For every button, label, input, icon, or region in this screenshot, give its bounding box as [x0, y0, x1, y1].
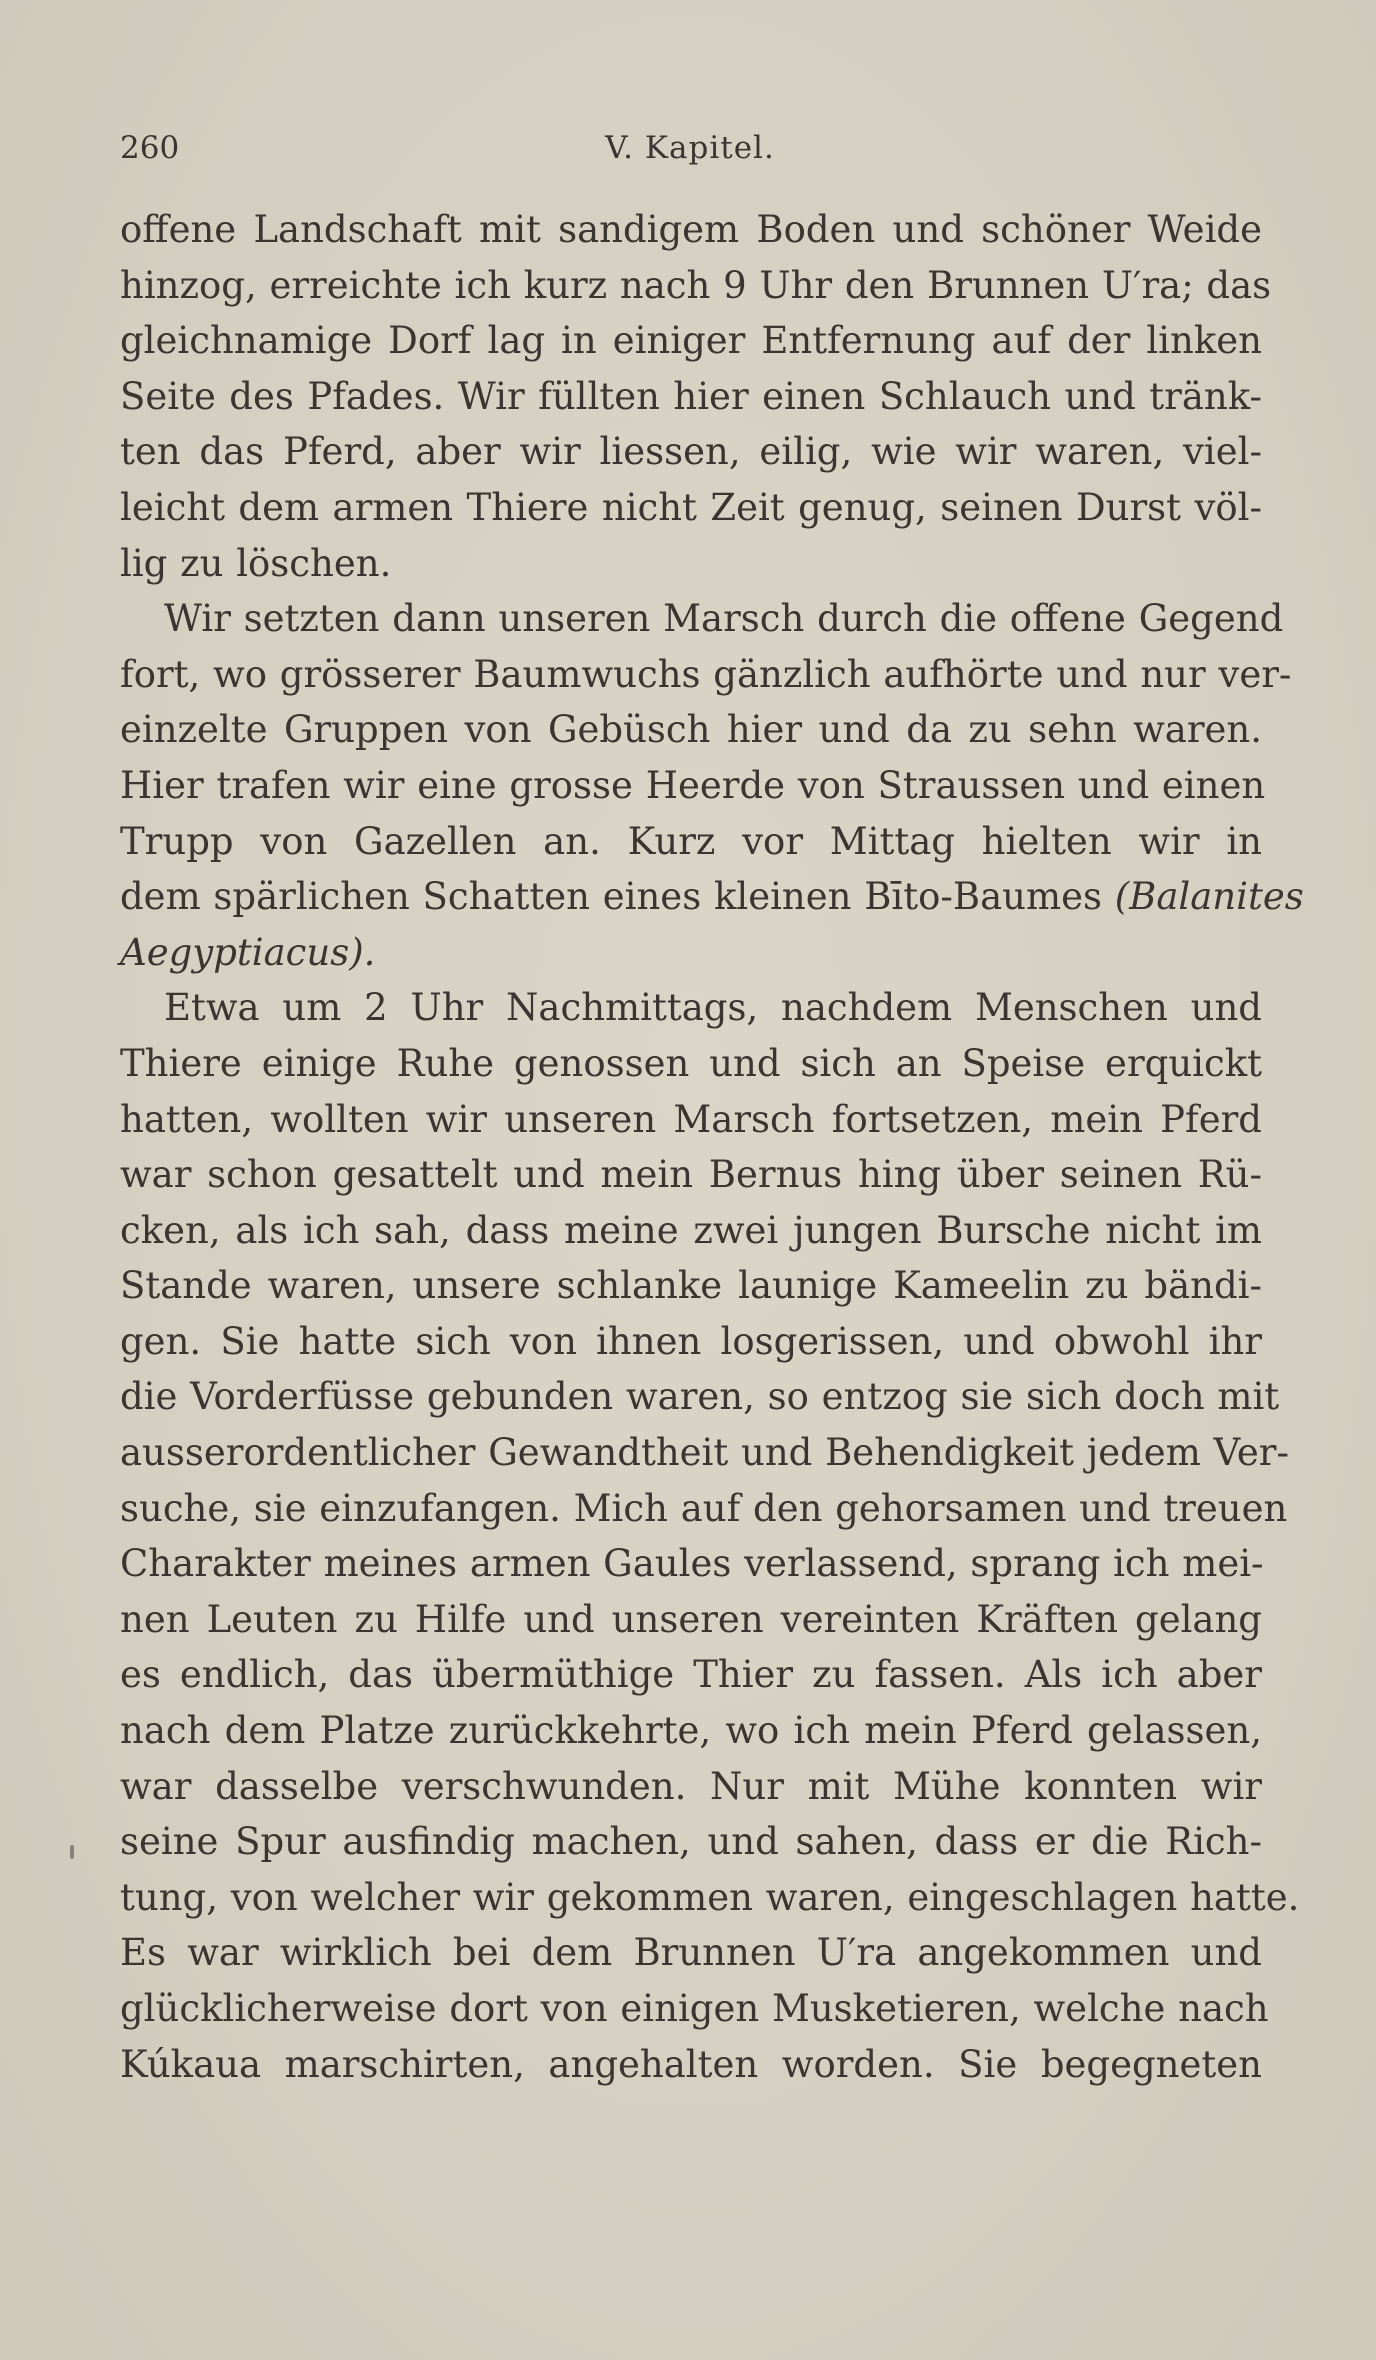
text-line: cken, als ich sah, dass meine zwei jungen Bursche nicht im — [120, 1208, 1262, 1252]
paragraph-start-line: Wir setzten dann unseren Marsch durch die offene Gegend — [164, 597, 1284, 641]
text-line: Thiere einige Ruhe genossen und sich an Speise erquickt — [120, 1041, 1262, 1085]
text-line: nach dem Platze zurückkehrte, wo ich mein Pferd gelassen, — [120, 1709, 1262, 1753]
italic-species-name: (Balanites — [1114, 875, 1304, 919]
text-line: war schon gesattelt und mein Bernus hing über seinen Rü- — [120, 1153, 1262, 1197]
text-line: Charakter meines armen Gaules verlassend, sprang ich mei- — [120, 1542, 1264, 1586]
text-line: offene Landschaft mit sandigem Boden und schöner Weide — [120, 208, 1262, 251]
text-line: einzelte Gruppen von Gebüsch hier und da zu sehn waren. — [120, 708, 1262, 752]
text-line: Es war wirklich bei dem Brunnen U′ra angekommen und — [120, 1931, 1262, 1975]
margin-mark — [70, 1845, 74, 1859]
text-segment: dem spärlichen Schatten eines kleinen Bīto-Baumes — [120, 875, 1102, 919]
text-line: ausserordentlicher Gewandtheit und Behendigkeit jedem Ver- — [120, 1431, 1289, 1475]
paragraph-start-line: Etwa um 2 Uhr Nachmittags, nachdem Menschen und — [164, 986, 1262, 1030]
running-head: V. Kapitel. — [605, 130, 775, 166]
text-line: lig zu löschen. — [120, 541, 392, 585]
text-line: fort, wo grösserer Baumwuchs gänzlich aufhörte und nur ver- — [120, 652, 1292, 696]
text-line: tung, von welcher wir gekommen waren, eingeschlagen hatte. — [120, 1875, 1300, 1919]
text-line: Stande waren, unsere schlanke launige Kameelin zu bändi- — [120, 1264, 1262, 1308]
text-line: glücklicherweise dort von einigen Musketieren, welche nach — [120, 1987, 1269, 2030]
text-line: war dasselbe verschwunden. Nur mit Mühe konnten wir — [120, 1764, 1262, 1808]
text-line — [120, 869, 1304, 925]
page-header — [120, 128, 1260, 168]
text-line: gleichnamige Dorf lag in einiger Entfernung auf der linken — [120, 319, 1262, 363]
page-number: 260 — [120, 130, 180, 166]
text-line: hinzog, erreichte ich kurz nach 9 Uhr den Brunnen U′ra; das — [120, 263, 1272, 307]
text-line: es endlich, das übermüthige Thier zu fassen. Als ich aber — [120, 1653, 1262, 1697]
italic-species-name-line: Aegyptiacus). — [120, 930, 376, 974]
text-line: nen Leuten zu Hilfe und unseren vereinten Kräften gelang — [120, 1597, 1262, 1641]
text-line: die Vorderfüsse gebunden waren, so entzog sie sich doch mit — [120, 1375, 1280, 1419]
text-line: Hier trafen wir eine grosse Heerde von Straussen und einen — [120, 763, 1266, 807]
text-line: Kúkaua marschirten, angehalten worden. Sie begegneten — [120, 2042, 1262, 2086]
text-line: seine Spur ausfindig machen, und sahen, dass er die Rich- — [120, 1820, 1262, 1864]
text-line: leicht dem armen Thiere nicht Zeit genug, seinen Durst völ- — [120, 485, 1262, 529]
text-line: gen. Sie hatte sich von ihnen losgerissen, und obwohl ihr — [120, 1319, 1262, 1363]
text-line: Trupp von Gazellen an. Kurz vor Mittag hielten wir in — [120, 819, 1262, 863]
text-line: ten das Pferd, aber wir liessen, eilig, wie wir waren, viel- — [120, 430, 1262, 474]
text-line: suche, sie einzufangen. Mich auf den gehorsamen und treuen — [120, 1486, 1288, 1530]
body-text — [120, 202, 1304, 2092]
text-line: hatten, wollten wir unseren Marsch fortsetzen, mein Pferd — [120, 1097, 1262, 1141]
text-line: Seite des Pfades. Wir füllten hier einen Schlauch und tränk- — [120, 374, 1262, 418]
